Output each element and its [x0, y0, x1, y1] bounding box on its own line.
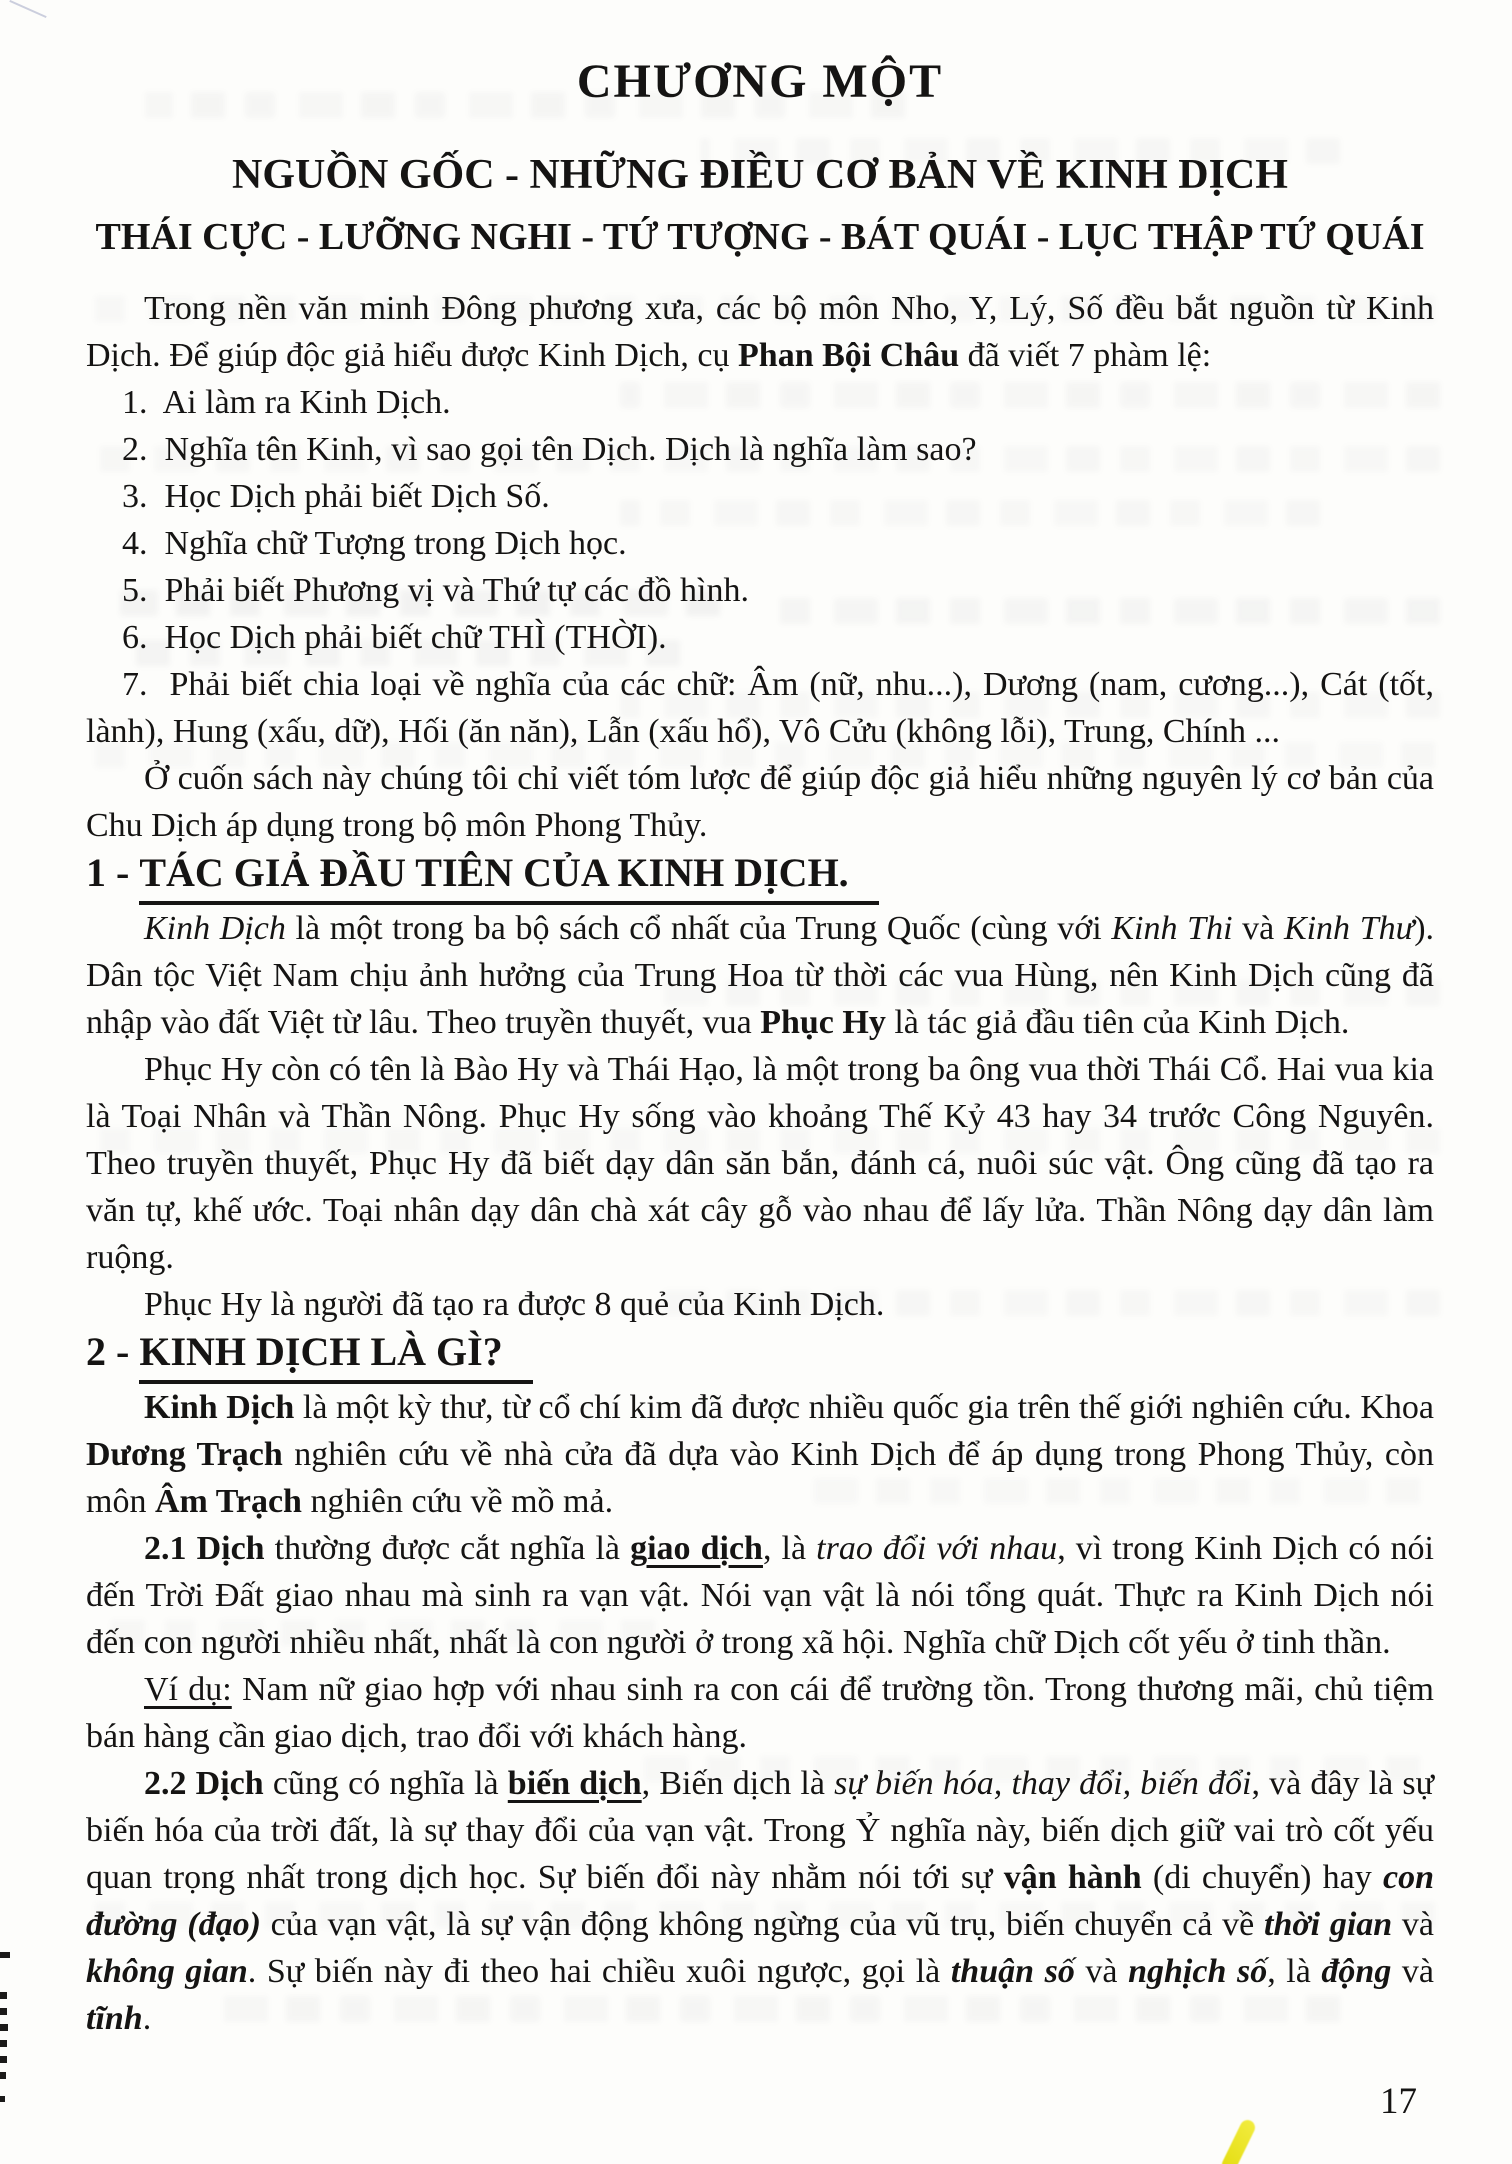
text-segment: Phục Hy còn có tên là Bào Hy và Thái Hạo, là một trong ba ông vua thời Thái Cổ. Hai vua kia là Toại Nhân và Thần Nông. Phục Hy sống vào khoảng Thế Kỷ 43 hay 34 trước Công Nguyên. Theo truyền thuyết, Phục Hy đã biết dạy dân săn bắn, đánh cá, nuôi súc vật. Ông cũng đã tạo ra văn tự, khế ước. Toại nhân dạy dân chà xát cây gỗ vào nhau để lấy lửa. Thần Nông dạy dân làm ruộng.	[86, 1051, 1434, 1276]
section-2-paragraph	[86, 1525, 1434, 1666]
text-segment: và	[1392, 1906, 1435, 1943]
text-segment: và	[1074, 1953, 1129, 1990]
section-1-paragraph	[86, 905, 1434, 1046]
section-1-paragraph	[86, 1046, 1434, 1281]
section-2-number: 2 -	[86, 1329, 140, 1374]
list-item	[86, 614, 1434, 661]
summary-paragraph	[86, 755, 1434, 849]
text-segment: là tác giả đầu tiên của Kinh Dịch.	[885, 1004, 1350, 1041]
text-segment: của vạn vật, là sự vận động không ngừng của vũ trụ, biến chuyển cả về	[260, 1906, 1265, 1943]
binding-mark	[0, 1952, 10, 1958]
text-segment: .	[142, 2000, 152, 2037]
text-segment: (di chuyển) hay	[1141, 1859, 1383, 1896]
list-item	[86, 567, 1434, 614]
text-segment: là một kỳ thư, từ cổ chí kim đã được nhiều quốc gia trên thế giới nghiên cứu. Khoa	[294, 1389, 1434, 1426]
text-segment: 2.1 Dịch	[144, 1530, 265, 1567]
intro-paragraph	[86, 285, 1434, 379]
section-2-heading	[86, 1328, 1434, 1384]
list-item	[86, 379, 1434, 426]
text-segment: , là	[1267, 1953, 1322, 1990]
text-segment: 4. Nghĩa chữ Tượng trong Dịch học.	[122, 525, 627, 562]
text-segment: nghiên cứu về mồ mả.	[301, 1483, 614, 1520]
text-segment: , là	[762, 1530, 817, 1567]
text-segment: 2.2 Dịch	[144, 1765, 264, 1802]
text-segment: thường được cắt nghĩa là	[264, 1530, 631, 1567]
page-number: 17	[1380, 2081, 1417, 2122]
text-segment: Kinh Dịch	[144, 910, 286, 947]
text-segment: con đường (đạo)	[86, 1859, 1434, 1943]
text-segment: Nam nữ giao hợp với nhau sinh ra con cái để trường tồn. Trong thương mãi, chủ tiệm bán hàng cần giao dịch, trao đổi với khách hàng.	[86, 1671, 1434, 1755]
text-segment: , Biến dịch là	[641, 1765, 835, 1802]
section-2-heading-text: KINH DỊCH LÀ GÌ?	[139, 1328, 532, 1384]
text-segment: 2. Nghĩa tên Kinh, vì sao gọi tên Dịch. Dịch là nghĩa làm sao?	[122, 431, 977, 468]
text-segment: ). Dân tộc Việt Nam chịu ảnh hưởng của Trung Hoa từ thời các vua Hùng, nên Kinh Dịch cũng đã nhập vào đất Việt từ lâu. Theo truyền thuyết, vua	[86, 910, 1435, 1041]
text-segment: nghiên cứu về nhà cửa đã dựa vào Kinh Dịch để áp dụng trong Phong Thủy, còn môn	[86, 1436, 1434, 1520]
section-2-paragraph	[86, 1760, 1434, 2042]
text-segment: , và đây là sự biến hóa của trời đất, là sự thay đổi của vạn vật. Trong Ỷ nghĩa này, biến dịch giữ vai trò cốt yếu quan trọng nhất trong dịch học. Sự biến đổi này nhằm nói tới sự	[86, 1765, 1434, 1896]
list-item	[86, 426, 1434, 473]
binding-mark	[0, 2072, 6, 2079]
section-1-heading	[86, 849, 1434, 905]
text-segment: Âm Trạch	[154, 1483, 302, 1520]
text-segment: Phục Hy	[760, 1004, 886, 1041]
text-segment: Phục Hy là người đã tạo ra được 8 quẻ của Kinh Dịch.	[144, 1286, 885, 1323]
text-segment: 6. Học Dịch phải biết chữ THÌ (THỜI).	[122, 619, 667, 656]
text-segment: không gian	[86, 1953, 248, 1990]
text-segment: thời gian	[1264, 1906, 1393, 1943]
binding-mark	[0, 2008, 7, 2015]
text-segment: cũng có nghĩa là	[263, 1765, 508, 1802]
text-segment: là một trong ba bộ sách cổ nhất của Trung Quốc (cùng với	[285, 910, 1112, 947]
text-segment: Phan Bội Châu	[738, 337, 960, 374]
binding-mark	[0, 2096, 5, 2102]
text-segment: đã viết 7 phàm lệ:	[959, 337, 1212, 374]
text-segment: Ở cuốn sách này chúng tôi chỉ viết tóm lược để giúp độc giả hiểu những nguyên lý cơ bản của Chu Dịch áp dụng trong bộ môn Phong Thủy.	[86, 760, 1434, 844]
list-item	[86, 520, 1434, 567]
text-segment: 5. Phải biết Phương vị và Thứ tự các đồ hình.	[122, 572, 749, 609]
section-1-heading-text: TÁC GIẢ ĐẦU TIÊN CỦA KINH DỊCH.	[139, 849, 878, 905]
binding-mark	[0, 2040, 7, 2047]
text-segment: Kinh Dịch	[144, 1389, 295, 1426]
chapter-title: CHƯƠNG MỘT	[576, 55, 944, 108]
text-segment: biến dịch	[507, 1765, 642, 1802]
section-2-paragraph	[86, 1384, 1434, 1525]
page-subtitle: THÁI CỰC - LƯỠNG NGHI - TỨ TƯỢNG - BÁT QUÁI - LỤC THẬP TỨ QUÁI	[95, 216, 1425, 258]
text-segment: và	[1391, 1953, 1435, 1990]
section-2-paragraph	[86, 1666, 1434, 1760]
binding-mark	[0, 2024, 8, 2031]
text-segment: Kinh Thi	[1111, 910, 1233, 947]
list-item	[86, 661, 1434, 755]
section-1-paragraph	[86, 1281, 1434, 1328]
text-segment: và	[1232, 910, 1284, 947]
text-segment: sự biến hóa, thay đổi, biến đổi	[834, 1765, 1252, 1802]
text-segment: Trong nền văn minh Đông phương xưa, các bộ môn Nho, Y, Lý, Số đều bắt nguồn từ Kinh Dịch. Để giúp độc giả hiểu được Kinh Dịch, cụ	[86, 290, 1434, 374]
text-segment: 3. Học Dịch phải biết Dịch Số.	[122, 478, 550, 515]
text-segment: nghịch số	[1128, 1953, 1268, 1990]
text-segment: động	[1321, 1953, 1392, 1990]
text-segment: . Sự biến này đi theo hai chiều xuôi ngược, gọi là	[247, 1953, 951, 1990]
text-segment: Ví dụ:	[144, 1671, 232, 1708]
text-segment: giao dịch	[630, 1530, 763, 1567]
binding-mark	[0, 2056, 7, 2063]
text-segment: 7. Phải biết chia loại về nghĩa của các chữ: Âm (nữ, nhu...), Dương (nam, cương...), Cát (tốt, lành), Hung (xấu, dữ), Hối (ăn năn), Lẫn (xấu hổ), Vô Cửu (không lỗi), Trung, Chính ...	[86, 666, 1434, 750]
text-segment: tĩnh	[86, 2000, 143, 2037]
page-title: NGUỒN GỐC - NHỮNG ĐIỀU CƠ BẢN VỀ KINH DỊCH	[232, 152, 1288, 198]
list-item	[86, 473, 1434, 520]
text-segment: vận hành	[1003, 1859, 1142, 1896]
text-segment: thuận số	[950, 1953, 1075, 1990]
text-segment: , vì trong Kinh Dịch có nói đến Trời Đất giao nhau mà sinh ra vạn vật. Nói vạn vật là nói tổng quát. Thực ra Kinh Dịch nói đến con người nhiều nhất, nhất là con người ở trong xã hội. Nghĩa chữ Dịch cốt yếu ở tinh thần.	[86, 1530, 1434, 1661]
text-segment: Dương Trạch	[86, 1436, 283, 1473]
text-segment: Kinh Thư	[1283, 910, 1415, 947]
body-text	[86, 285, 1434, 2042]
text-segment: 1. Ai làm ra Kinh Dịch.	[122, 384, 451, 421]
binding-mark	[0, 1992, 7, 1999]
section-1-number: 1 -	[86, 850, 140, 895]
text-segment: trao đổi với nhau	[816, 1530, 1058, 1567]
